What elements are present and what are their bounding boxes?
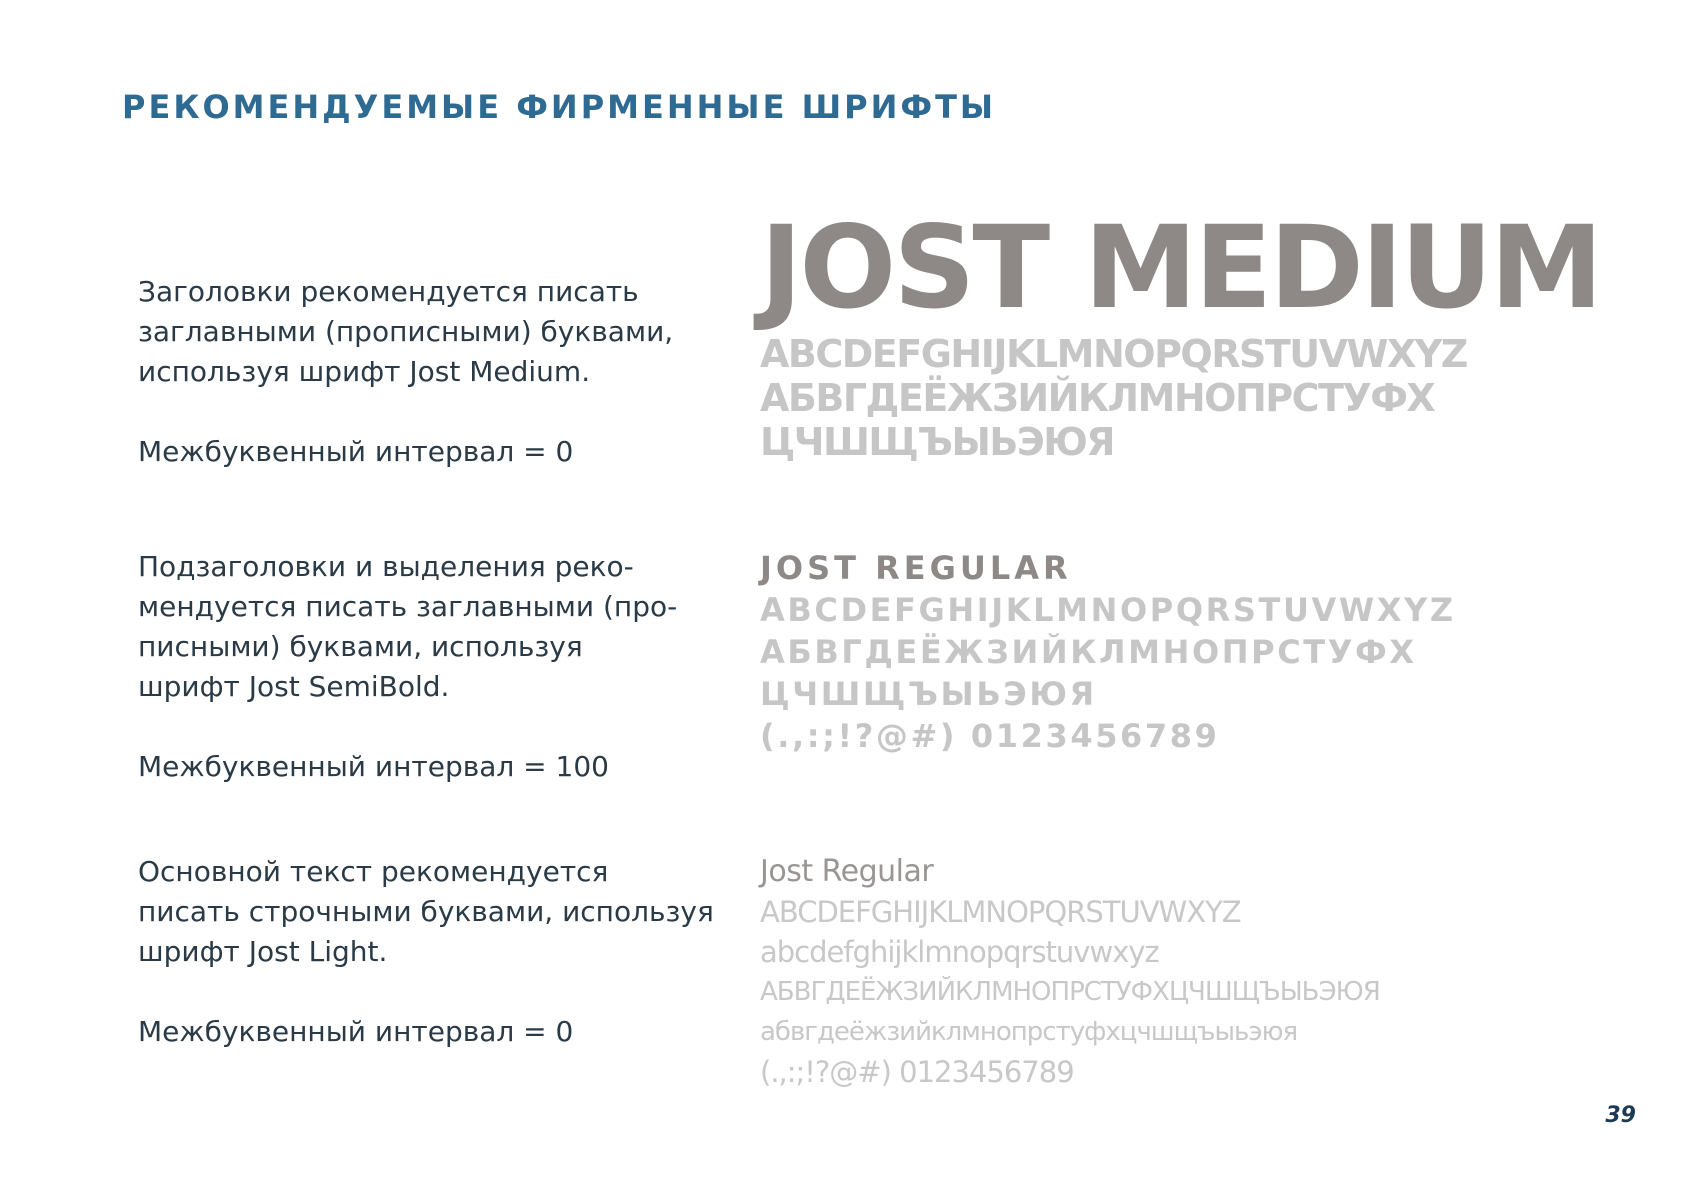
- description-line: шрифт Jost SemiBold.: [138, 670, 450, 703]
- description-line: писными) буквами, используя: [138, 630, 583, 663]
- jost-regular-specimen: [760, 852, 1380, 1092]
- description-line: мендуется писать заглавными (про-: [138, 590, 678, 623]
- specimen-line: ABCDEFGHIJKLMNOPQRSTUVWXYZ: [760, 895, 1241, 929]
- specimen-title: JOST REGULAR: [760, 549, 1072, 587]
- body-text-description: [138, 852, 738, 1052]
- specimen-line: абвгдеёжзийклмнопрстуфхцчшщъыьэюя: [760, 1017, 1298, 1047]
- description-line: Заголовки рекомендуется писать: [138, 275, 639, 308]
- specimen-line: ABCDEFGHIJKLMNOPQRSTUVWXYZ: [760, 332, 1467, 376]
- specimen-line: ЦЧШЩЪЫЬЭЮЯ: [760, 675, 1097, 713]
- specimen-line: abcdefghijklmnopqrstuvwxyz: [760, 935, 1159, 969]
- specimen-title: Jost Regular: [760, 854, 934, 889]
- specimen-line: ЦЧШЩЪЫЬЭЮЯ: [760, 420, 1115, 464]
- description-line: писать строчными буквами, используя: [138, 895, 714, 928]
- specimen-line: (.,:;!?@#) 0123456789: [760, 1055, 1074, 1089]
- jost-medium-specimen: [760, 201, 1601, 464]
- page-title: РЕКОМЕНДУЕМЫЕ ФИРМЕННЫЕ ШРИФТЫ: [122, 88, 997, 126]
- description-line: заглавными (прописными) буквами,: [138, 315, 674, 348]
- jost-regular-caps-specimen: [760, 547, 1456, 757]
- letter-spacing-note: Межбуквенный интервал = 0: [138, 435, 574, 468]
- specimen-line: АБВГДЕЁЖЗИЙКЛМНОПРСТУФХ: [760, 633, 1417, 671]
- description-line: Основной текст рекомендуется: [138, 855, 609, 888]
- specimen-line: ABCDEFGHIJKLMNOPQRSTUVWXYZ: [760, 591, 1456, 629]
- letter-spacing-note: Межбуквенный интервал = 100: [138, 750, 609, 783]
- specimen-line: АБВГДЕЁЖЗИЙКЛМНОПРСТУФХЦЧШЩЪЫЬЭЮЯ: [760, 977, 1380, 1007]
- headings-description: [138, 272, 738, 472]
- page-number: 39: [1605, 1103, 1636, 1128]
- specimen-line: АБВГДЕЁЖЗИЙКЛМНОПРСТУФХ: [760, 376, 1435, 420]
- subheadings-description: [138, 547, 738, 787]
- description-line: Подзаголовки и выделения реко-: [138, 550, 634, 583]
- specimen-line: (.,:;!?@#) 0123456789: [760, 717, 1220, 755]
- letter-spacing-note: Межбуквенный интервал = 0: [138, 1015, 574, 1048]
- description-line: используя шрифт Jost Medium.: [138, 355, 591, 388]
- description-line: шрифт Jost Light.: [138, 935, 388, 968]
- specimen-title: JOST MEDIUM: [760, 201, 1601, 334]
